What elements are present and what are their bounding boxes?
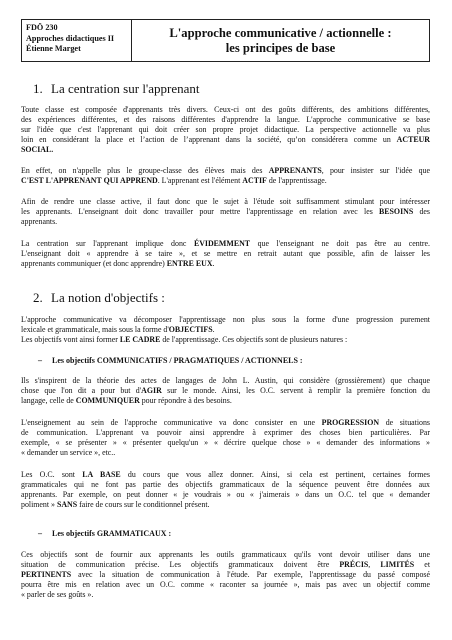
text-run: Les objectifs vont ainsi former [21, 335, 120, 345]
text-run: de situations [379, 418, 430, 427]
text-run: . [212, 259, 215, 269]
section-1-heading [33, 81, 200, 96]
header-box [21, 19, 430, 62]
paragraph [21, 470, 430, 510]
emphasis: SANS [56, 500, 78, 510]
paragraph [21, 197, 430, 227]
text-run: situation de communication précise. Les objectifs grammaticaux doivent être [21, 560, 340, 570]
text-line [21, 500, 430, 510]
text-run: de l'apprentissage. [266, 176, 327, 186]
text-line [21, 166, 430, 176]
text-run: poliment » [21, 500, 57, 510]
paragraph [21, 239, 430, 269]
text-line: de communication. L'apprenant va pouvoir ainsi apprendre à exprimer des choses bien particulières. Par [21, 428, 430, 438]
text-run: du cours que vous allez donner. Ainsi, si cela est pertinent, certaines formes [120, 470, 430, 479]
course-code: FDÖ 230 [26, 23, 58, 32]
text-run: et [414, 560, 431, 570]
text-run: que l'enseignant ne doit pas être au centre. [250, 239, 430, 248]
text-run: chose que l'on dit a pour but d' [21, 386, 142, 396]
section-number: 1. [33, 81, 43, 96]
text-line: L'enseignant doit « apprendre à se taire », et se mettre en retrait autant que possible, afin de laisser les [21, 249, 430, 259]
course-info [22, 20, 132, 61]
subsection-heading [38, 356, 303, 366]
text-run: sur le monde. Ainsi, les O.C. servent à remplir la première fonction du [161, 386, 431, 396]
document-title [132, 20, 429, 61]
text-line [21, 325, 430, 335]
text-line: « demander un service », etc.. [21, 448, 116, 458]
list-dash: – [38, 356, 42, 365]
emphasis: APPRENANTS [268, 166, 322, 175]
text-run: avec la situation de communication à l'étude. Par exemple, l'apprentissage du passé composé [71, 570, 430, 580]
text-line [21, 396, 430, 406]
emphasis: PROGRESSION [321, 418, 380, 427]
text-line [21, 135, 430, 145]
text-run: . [212, 325, 215, 335]
text-line [21, 418, 430, 428]
text-line: Toute classe est composée d'apprenants très divers. Ceux-ci ont des goûts différents, des ambitions différentes, [21, 105, 430, 114]
text-line: Afin de rendre une classe active, il faut donc que le sujet à l'étude soit suffisamment stimulant pour intéresser [21, 197, 430, 206]
text-run: L'enseignement au sein de l'approche communicative va donc consister en une [21, 418, 322, 427]
emphasis: PERTINENTS [21, 570, 72, 580]
text-run: , [368, 560, 381, 570]
list-dash: – [38, 529, 42, 538]
subsection-title: Les objectifs GRAMMATICAUX : [52, 529, 172, 538]
text-run: les apprenants. L'enseignant doit donc travailler pour mettre l'apprentissage en relation avec les [21, 207, 380, 217]
emphasis: SOCIAL. [21, 145, 54, 155]
text-line [21, 145, 430, 155]
text-run: En effet, on n'appelle plus le groupe-classe des élèves mais des [21, 166, 269, 175]
emphasis: COMMUNIQUER [75, 396, 140, 406]
text-run: , pour insister sur l'idée que [321, 166, 430, 175]
paragraph [21, 418, 430, 458]
title-line-2: les principes de base [225, 40, 336, 55]
text-line [21, 335, 430, 345]
course-name: Approches didactiques II [26, 33, 115, 43]
title-line-1: L'approche communicative / actionnelle : [169, 25, 392, 40]
text-line [21, 560, 430, 570]
text-run: Les O.C. sont [21, 470, 83, 479]
subsection-title: Les objectifs COMMUNICATIFS / PRAGMATIQUES / ACTIONNELS : [52, 356, 303, 365]
text-run: pour répondre à des besoins. [139, 396, 232, 406]
emphasis: ENTRE EUX [166, 259, 213, 269]
author-name: Étienne Marget [26, 44, 81, 53]
text-run: La centration sur l'apprenant implique donc [21, 239, 194, 248]
emphasis: ACTEUR [396, 135, 430, 145]
emphasis: OBJECTIFS [168, 325, 213, 335]
text-line: apprenants. Par exemple, on peut donner « je voudrais » ou « j'aimerais » dans un O.C. tel que « demander [21, 490, 430, 500]
text-run: langage, celle de [21, 396, 76, 406]
emphasis: C'EST L'APPRENANT QUI APPREND [21, 176, 158, 186]
text-line: grammaticales qui ne font pas partie des objectifs grammaticaux de la séquence peuvent être données aux [21, 480, 430, 490]
text-line [21, 570, 430, 580]
text-line [21, 239, 430, 249]
text-line: exemple, « se présenter » « présenter quelqu'un » « décrire quelque chose » « demander des informations » [21, 438, 430, 448]
paragraph [21, 105, 430, 155]
text-line: « parler de ses goûts ». [21, 590, 94, 600]
text-line: Ces objectifs sont de fournir aux apprenants les outils grammaticaux qu'ils vont devoir utiliser dans une [21, 550, 430, 559]
text-line: L'approche communicative va décomposer l'apprentissage non plus sous la forme d'une progression purement [21, 315, 430, 324]
text-line: apprenants. [21, 217, 58, 227]
text-run: des [413, 207, 430, 217]
emphasis: LA BASE [82, 470, 121, 479]
text-line [21, 386, 430, 396]
section-title: La notion d'objectifs : [51, 290, 165, 305]
emphasis: LIMITÉS [380, 560, 415, 570]
text-run: lexicale et grammaticale, mais sous la forme d' [21, 325, 169, 335]
emphasis: ÉVIDEMMENT [193, 239, 251, 248]
text-run: loin en considérant la place et l’action de l’apprenant dans la société, qu’on considérera comme un [21, 135, 397, 145]
text-line: pourra être mis en relation avec un O.C. comme « raconter sa journée », mais pas avec un objectif comme [21, 580, 430, 590]
section-title: La centration sur l'apprenant [51, 81, 200, 96]
text-line [21, 259, 430, 269]
text-run: apprenants communiquer (et donc apprendre) [21, 259, 167, 269]
paragraph [21, 376, 430, 406]
text-line: sur l'idée que c'est l'apprenant qui doit créer son propre projet didactique. La perspective actionnelle va plus [21, 125, 430, 135]
paragraph [21, 315, 430, 345]
paragraph [21, 166, 430, 186]
text-line [21, 176, 430, 186]
text-run: faire de cours sur le conditionnel présent. [77, 500, 210, 510]
paragraph [21, 550, 430, 600]
section-number: 2. [33, 290, 43, 305]
text-line [21, 470, 430, 480]
emphasis: AGIR [141, 386, 162, 396]
emphasis: PRÉCIS [339, 560, 369, 570]
emphasis: LE CADRE [119, 335, 161, 345]
text-line: Ils s'inspirent de la théorie des actes de langages de John L. Austin, qui considère (grossièrement) que chaque [21, 376, 430, 385]
text-line [21, 207, 430, 217]
section-2-heading [33, 290, 165, 305]
emphasis: ACTIF [242, 176, 267, 186]
subsection-heading [38, 529, 171, 539]
text-run: de l'apprentissage. Ces objectifs sont de plusieurs natures : [160, 335, 348, 345]
text-line: des expériences différentes, et des raisons différentes d'apprendre la langue. L'approche communicative se base [21, 115, 430, 125]
text-run: . L'apprenant est l'élément [157, 176, 243, 186]
emphasis: BESOINS [379, 207, 414, 217]
